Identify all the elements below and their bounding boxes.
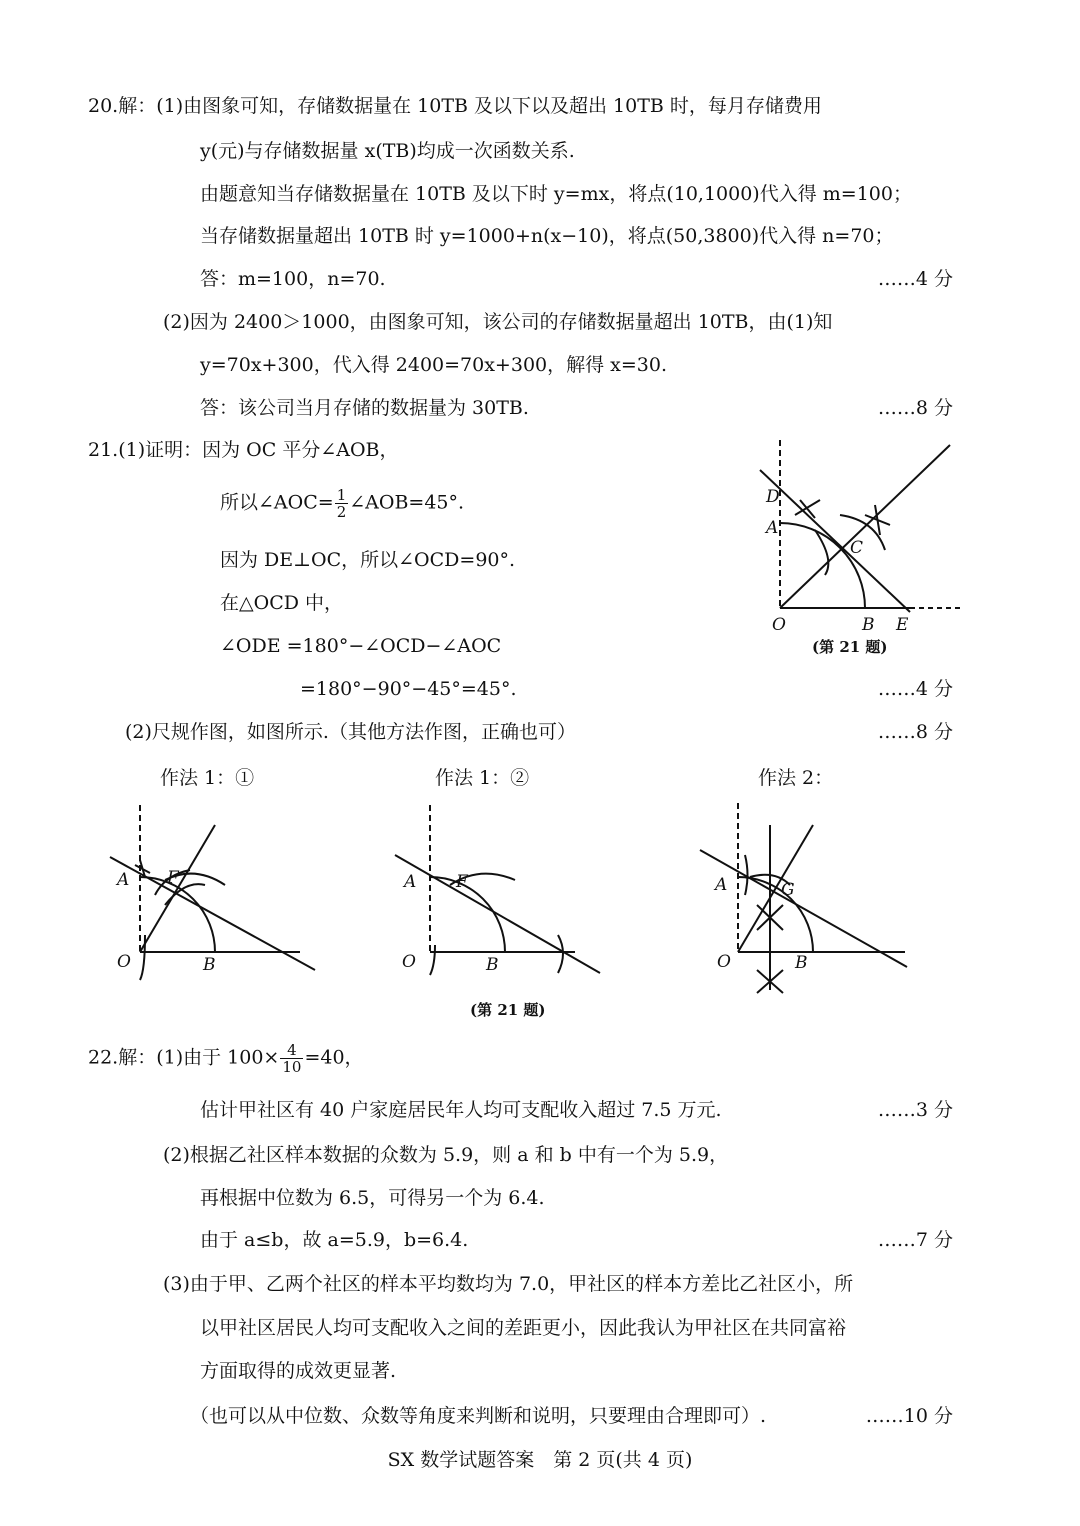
method-2-figure xyxy=(695,795,925,1000)
label-o: O xyxy=(717,952,731,972)
q21-line-6: =180°−90°−45°=45°. xyxy=(300,678,517,700)
q22-line-9: （也可以从中位数、众数等角度来判断和说明，只要理由合理即可）. xyxy=(190,1405,767,1427)
q22-line-6: (3)由于甲、乙两个社区的样本平均数均为 7.0，甲社区的样本方差比乙社区小，所 xyxy=(163,1273,854,1295)
label-o: O xyxy=(772,615,786,635)
perpendicular-line xyxy=(700,850,907,967)
q22-line-1-tail: =40， xyxy=(304,1046,364,1069)
q21-line-3: 因为 DE⊥OC，所以∠OCD=90°. xyxy=(220,549,516,571)
q20-line-7: y=70x+300，代入得 2400=70x+300，解得 x=30. xyxy=(200,354,668,376)
label-b: B xyxy=(862,615,875,635)
q22-score-3: ……10 分 xyxy=(865,1405,953,1427)
q22-line-8: 方面取得的成效更显著. xyxy=(200,1360,397,1382)
q21-line-2-tail: ∠AOB=45°. xyxy=(349,491,465,514)
q21-line-2-lead: 所以∠AOC= xyxy=(220,491,334,514)
label-a: A xyxy=(404,872,417,892)
bisector-line xyxy=(738,825,813,952)
q21-score-1: ……4 分 xyxy=(877,678,953,700)
arc-mark-e xyxy=(558,935,563,973)
arc-o xyxy=(140,935,145,980)
q22-line-4: 再根据中位数为 6.5，可得另一个为 6.4. xyxy=(200,1187,545,1209)
q21-line-2 xyxy=(220,487,464,520)
q21-figure-caption: (第 21 题) xyxy=(812,638,888,656)
method-1b-heading: 作法 1：② xyxy=(435,767,530,789)
label-c: C xyxy=(850,538,864,558)
fraction-denominator: 2 xyxy=(336,503,347,521)
q22-line-1 xyxy=(88,1042,364,1075)
q20-line-5: 答：m=100，n=70. xyxy=(200,268,386,290)
perpendicular-line xyxy=(110,857,315,970)
label-d: D xyxy=(766,487,780,507)
q21-bottom-caption: (第 21 题) xyxy=(470,1001,546,1019)
half-fraction xyxy=(335,487,349,520)
q22-line-2: 估计甲社区有 40 户家庭居民年人均可支配收入超过 7.5 万元. xyxy=(200,1099,722,1121)
cross-mark-2 xyxy=(865,505,890,535)
four-tenths-fraction xyxy=(280,1042,303,1075)
q20-score-1: ……4 分 xyxy=(877,268,953,290)
bisector-line xyxy=(140,825,215,952)
q21-figure xyxy=(750,430,970,660)
label-g: G xyxy=(781,880,795,900)
method-1a-figure xyxy=(105,795,325,985)
q20-line-6: (2)因为 2400＞1000，由图象可知，该公司的存储数据量超出 10TB，由(1)知 xyxy=(163,311,833,333)
q22-score-2: ……7 分 xyxy=(877,1229,953,1251)
label-o: O xyxy=(117,952,131,972)
method-1a-heading: 作法 1：① xyxy=(160,767,255,789)
label-b: B xyxy=(795,953,808,973)
q21-line-7: (2)尺规作图，如图所示.（其他方法作图，正确也可） xyxy=(125,721,576,743)
q22-line-1-lead: 22.解：(1)由于 100× xyxy=(88,1046,280,1069)
fraction-denominator: 10 xyxy=(282,1058,302,1076)
q20-score-2: ……8 分 xyxy=(877,397,953,419)
q22-score-1: ……3 分 xyxy=(877,1099,953,1121)
label-a: A xyxy=(715,875,728,895)
q21-line-1: 21.(1)证明：因为 OC 平分∠AOB， xyxy=(88,439,399,461)
label-b: B xyxy=(203,955,216,975)
label-a: A xyxy=(766,518,779,538)
label-o: O xyxy=(402,952,416,972)
label-a: A xyxy=(117,870,130,890)
label-f: F xyxy=(167,868,179,888)
q20-line-1: 20.解：(1)由图象可知，存储数据量在 10TB 及以下以及超出 10TB 时，每月存储费用 xyxy=(88,95,822,117)
q21-line-4: 在△OCD 中， xyxy=(220,592,343,614)
label-e: E xyxy=(896,615,909,635)
method-1b-figure xyxy=(390,795,620,985)
q22-line-7: 以甲社区居民人均可支配收入之间的差距更小，因此我认为甲社区在共同富裕 xyxy=(200,1317,847,1339)
line-de xyxy=(760,470,910,612)
q20-line-4: 当存储数据量超出 10TB 时 y=1000+n(x−10)，将点(50,3800)代入得 n=70； xyxy=(200,225,894,247)
q20-line-3: 由题意知当存储数据量在 10TB 及以下时 y=mx，将点(10,1000)代入得 m=100； xyxy=(200,183,912,205)
fraction-numerator: 1 xyxy=(336,486,347,504)
q22-line-5: 由于 a≤b，故 a=5.9，b=6.4. xyxy=(200,1229,469,1251)
q21-score-2: ……8 分 xyxy=(877,721,953,743)
q22-line-3: (2)根据乙社区样本数据的众数为 5.9，则 a 和 b 中有一个为 5.9， xyxy=(163,1144,729,1166)
q20-line-8: 答：该公司当月存储的数据量为 30TB. xyxy=(200,397,529,419)
page-footer: SX 数学试题答案 第 2 页(共 4 页) xyxy=(387,1449,693,1471)
q21-line-5: ∠ODE =180°−∠OCD−∠AOC xyxy=(220,635,502,657)
q20-line-2: y(元)与存储数据量 x(TB)均成一次函数关系. xyxy=(200,140,575,162)
method-2-heading: 作法 2： xyxy=(758,767,834,789)
label-f: F xyxy=(456,872,468,892)
label-b: B xyxy=(486,955,499,975)
fraction-numerator: 4 xyxy=(280,1042,303,1059)
